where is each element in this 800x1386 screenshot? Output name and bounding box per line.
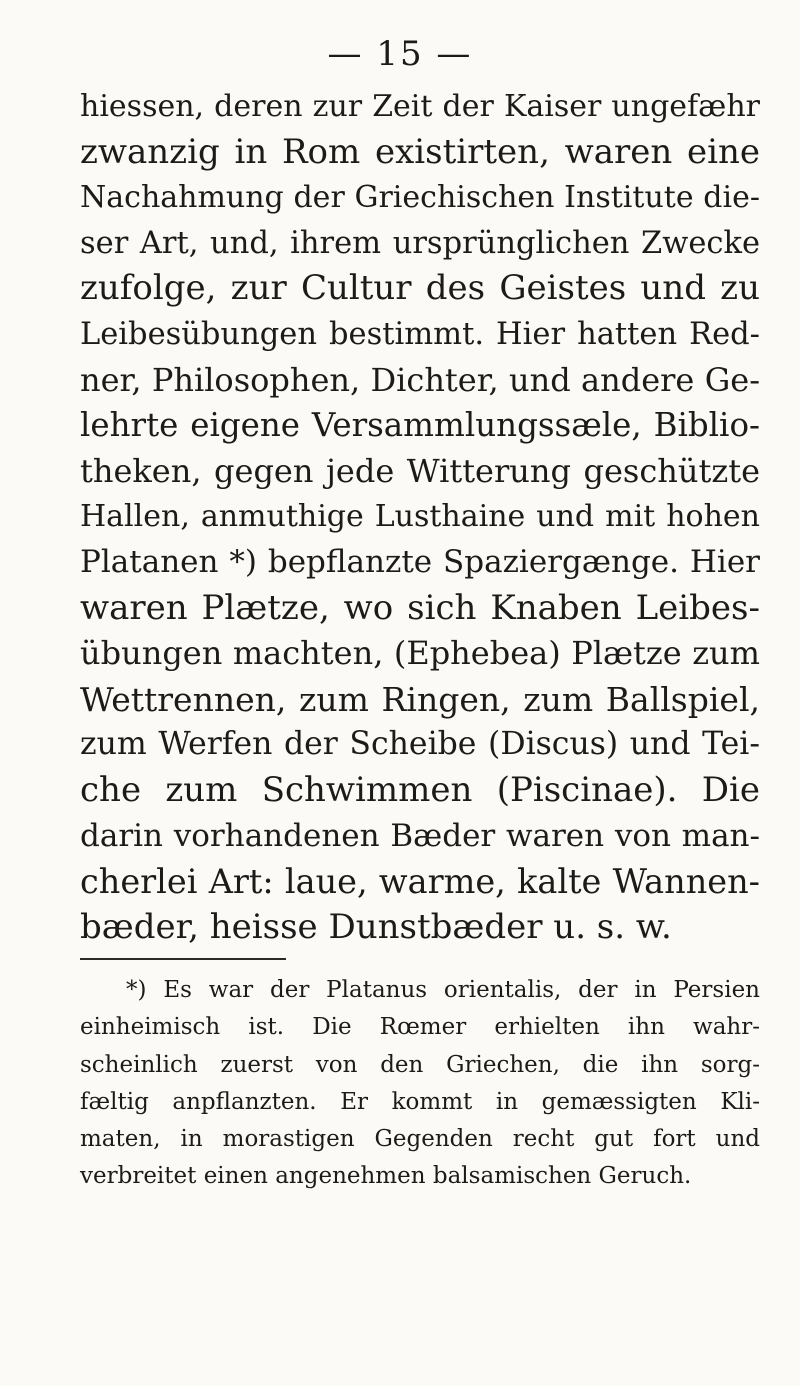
main-text [80, 84, 760, 950]
text-line: zum Werfen der Scheibe (Discus) und Tei- [80, 726, 760, 763]
text-line: cherlei Art: laue, warme, kalte Wannen- [80, 862, 760, 902]
text-line: Wettrennen, zum Ringen, zum Ballspiel, [80, 679, 760, 719]
footnote-line: maten, in morastigen Gegenden recht gut fort und [80, 1126, 760, 1153]
text-line: zwanzig in Rom existirten, waren eine [80, 131, 760, 172]
text-line: hiessen, deren zur Zeit der Kaiser ungefæhr [80, 89, 760, 124]
text-line: waren Plætze, wo sich Knaben Leibes- [80, 587, 760, 628]
text-line: ser Art, und, ihrem ursprünglichen Zwecke [80, 225, 760, 261]
text-line: Leibesübungen bestimmt. Hier hatten Red- [80, 316, 760, 352]
text-line: Platanen *) bepflanzte Spaziergænge. Hier [80, 543, 760, 580]
footnote-line: verbreitet einen angenehmen balsamischen Geruch. [80, 1163, 692, 1190]
text-line: che zum Schwimmen (Piscinae). Die [80, 769, 760, 810]
footnote-divider [80, 958, 286, 960]
footnote-line: scheinlich zuerst von den Griechen, die ihn sorg- [80, 1051, 760, 1078]
text-line: bæder, heisse Dunstbæder u. s. w. [80, 906, 672, 947]
text-line: übungen machten, (Ephebea) Plætze zum [80, 634, 760, 673]
text-line: lehrte eigene Versammlungssæle, Biblio- [80, 406, 760, 445]
text-line: Hallen, anmuthige Lusthaine und mit hohen [80, 499, 760, 535]
text-line: ner, Philosophen, Dichter, und andere Ge- [80, 360, 760, 399]
text-line: Nachahmung der Griechischen Institute die- [80, 180, 760, 216]
footnote-line: einheimisch ist. Die Rœmer erhielten ihn wahr- [80, 1014, 760, 1041]
footnote-line: fæltig anpflanzten. Er kommt in gemæssigten Kli- [80, 1088, 760, 1115]
text-line: theken, gegen jede Witterung geschützte [80, 451, 760, 490]
page-number: — 15 — [327, 34, 473, 74]
text-line: zufolge, zur Cultur des Geistes und zu [80, 268, 760, 309]
text-line: darin vorhandenen Bæder waren von man- [80, 817, 760, 854]
footnote [80, 972, 760, 1196]
footnote-line: *) Es war der Platanus orientalis, der in Persien [126, 977, 760, 1003]
